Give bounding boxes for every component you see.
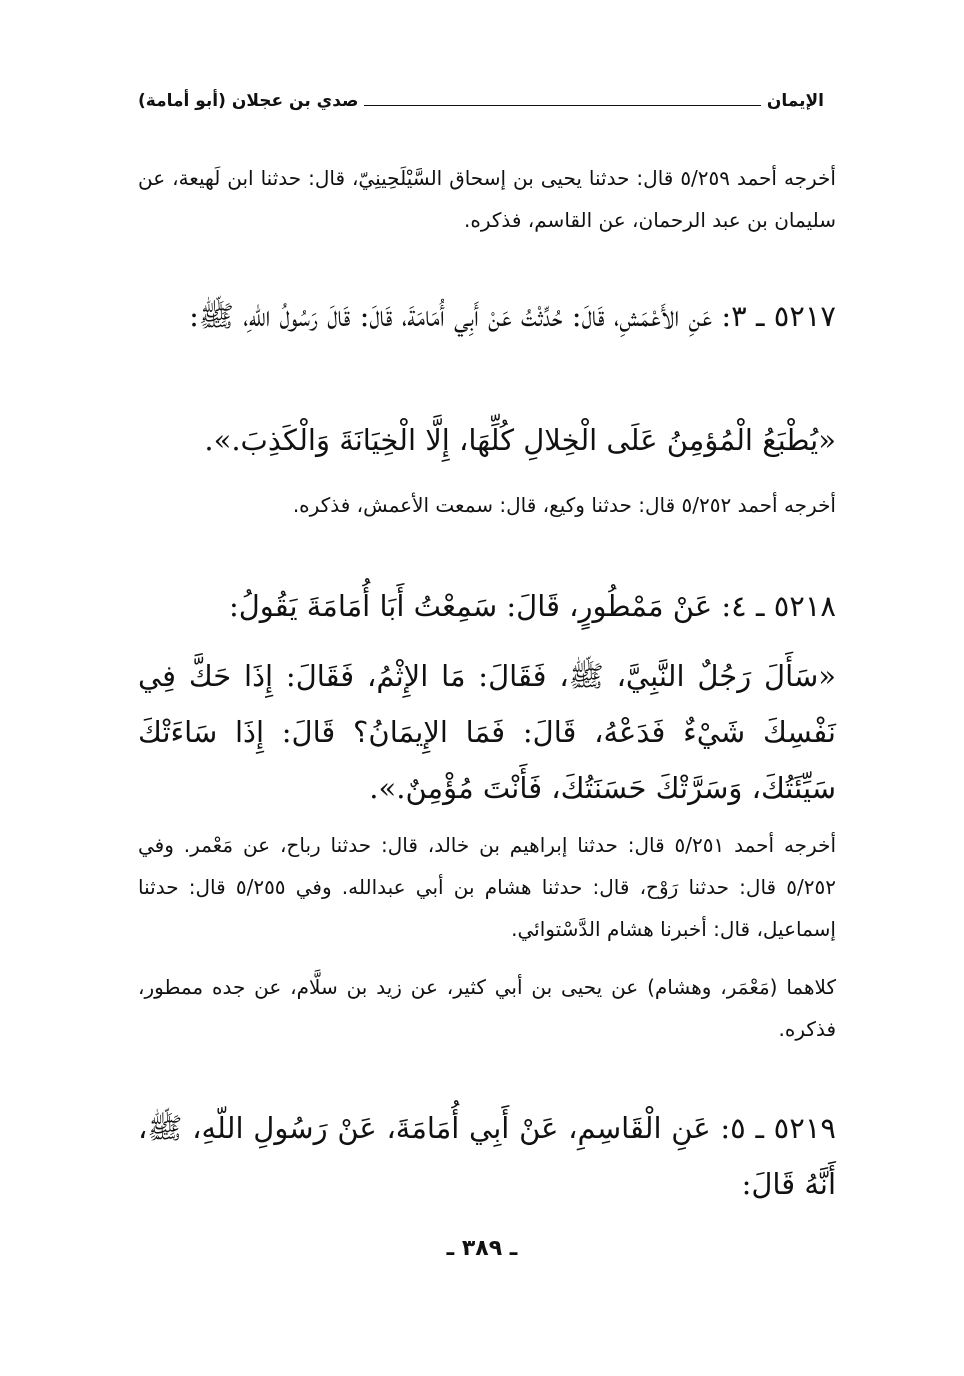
source-note-1: أخرجه أحمد ٥/٢٥٩ قال: حدثنا يحيى بن إسحاق السَّيْلَحِينِيّ، قال: حدثنا ابن لَهيعة، عن سليمان بن عبد الرحمان، عن القاسم، فذكره. (138, 166, 836, 232)
hadith-text-5217: «يُطْبَعُ الْمُؤمِنُ عَلَى الْخِلالِ كُلِّهَا، إِلَّا الْخِيَانَةَ وَالْكَذِبَ.». (204, 423, 836, 457)
header-rule (364, 105, 760, 106)
hadith-heading-5217: ٥٢١٧ ـ ٣: عَنِ الأَعْمَشِ، قَالَ: حُدِّثْتُ عَنْ أَبِي أُمَامَةَ، قَالَ: قَالَ رَسُولُ اللّهِ، ﷺ: (189, 299, 836, 333)
hadith-text-5218: «سَأَلَ رَجُلٌ النَّبِيَّ، ﷺ، فَقَالَ: مَا الإِثْمُ، فَقَالَ: إِذَا حَكَّ فِي نَفْسِكَ شَيْءٌ فَدَعْهُ، قَالَ: فَمَا الإِيمَانُ؟ قَالَ: إِذَا سَاءَتْكَ سَيِّئَتُكَ، وَسَرَّتْكَ حَسَنَتُكَ، فَأَنْتَ مُؤْمِنٌ.». (138, 659, 836, 805)
hadith-heading-5218: ٥٢١٨ ـ ٤: عَنْ مَمْطُورٍ، قَالَ: سَمِعْتُ أَبَا أُمَامَةَ يَقُولُ: (228, 589, 836, 623)
running-header (138, 86, 824, 116)
header-chapter-title: الإيمان (766, 91, 824, 111)
hadith-heading-5219: ٥٢١٩ ـ ٥: عَنِ الْقَاسِمِ، عَنْ أَبِي أُمَامَةَ، عَنْ رَسُولِ اللّهِ، ﷺ، أَنَّهُ قَالَ: (138, 1111, 836, 1201)
source-note-3: أخرجه أحمد ٥/٢٥١ قال: حدثنا إبراهيم بن خالد، قال: حدثنا رباح، عن مَعْمر. وفي ٥/٢٥٢ قال: حدثنا رَوْح، قال: حدثنا هشام بن أبي عبدالله. وفي ٥/٢٥٥ قال: حدثنا إسماعيل، قال: أخبرنا هشام الدَّسْتوائي. (138, 833, 837, 941)
page-number: ـ ٣٨٩ ـ (446, 1236, 518, 1261)
source-note-2: أخرجه أحمد ٥/٢٥٢ قال: حدثنا وكيع، قال: سمعت الأعمش، فذكره. (292, 493, 836, 517)
header-narrator-title: صدي بن عجلان (أبو أمامة) (138, 91, 359, 111)
source-note-4: كلاهما (مَعْمَر، وهشام) عن يحيى بن أبي كثير، عن زيد بن سلَّام، عن جده ممطور، فذكره. (138, 975, 836, 1041)
